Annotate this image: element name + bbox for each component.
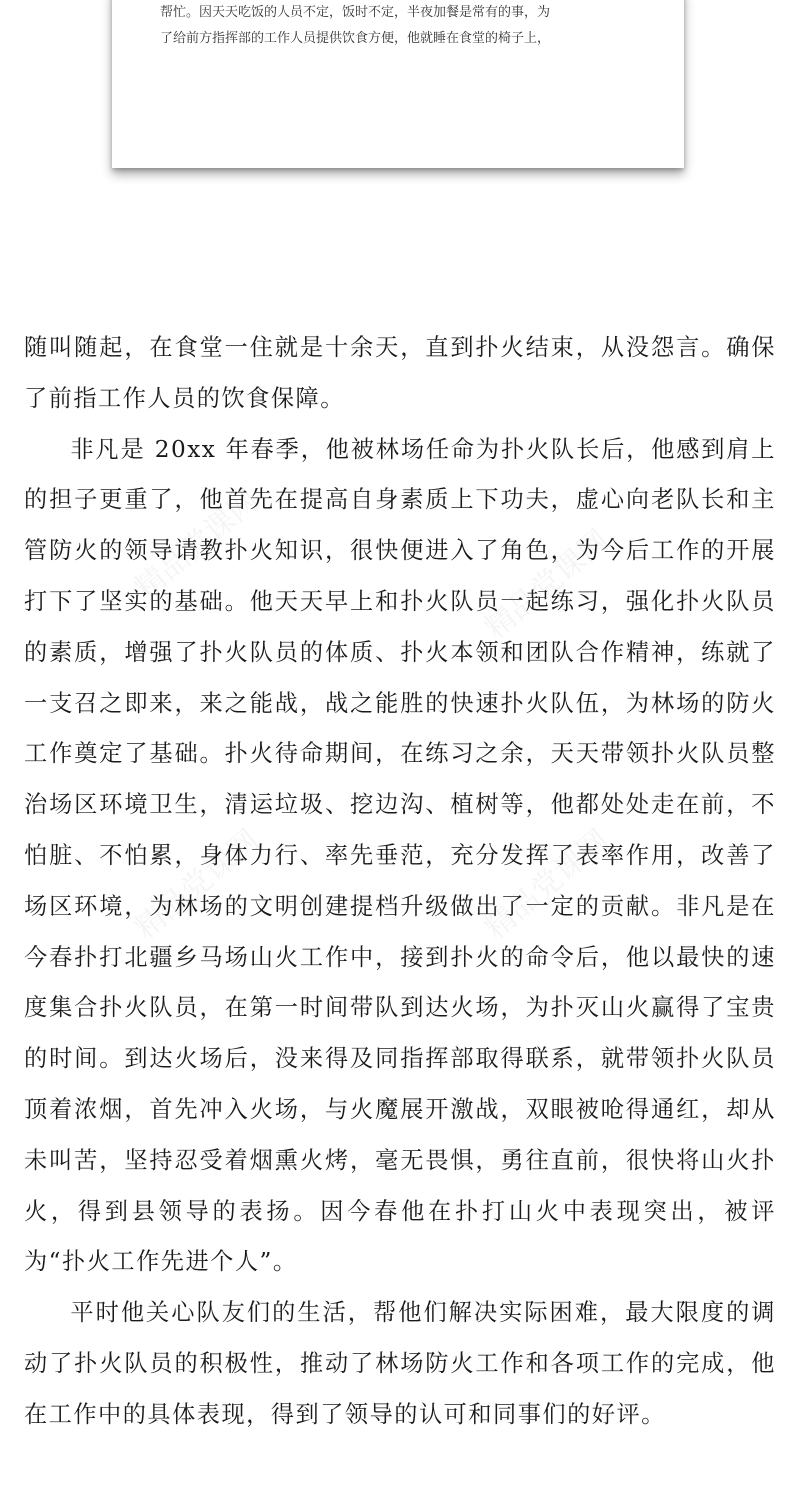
- paragraph: 平时他关心队友们的生活，帮他们解决实际困难，最大限度的调动了扑火队员的积极性，推动了林场防火工作和各项工作的完成，他在工作中的具体表现，得到了领导的认可和同事们的好评。: [24, 1299, 776, 1428]
- preview-line: 了给前方指挥部的工作人员提供饮食方便，他就睡在食堂的椅子上，: [160, 31, 551, 46]
- preview-line: 帮忙。因天天吃饭的人员不定，饭时不定，半夜加餐是常有的事，为: [160, 5, 551, 20]
- paragraph: 非凡是 20xx 年春季，他被林场任命为扑火队长后，他感到肩上的担子更重了，他首先在提高自身素质上下功夫，虚心向老队长和主管防火的领导请教扑火知识，很快便进入了角色，为今后工作的开展打下了坚实的基础。他天天早上和扑火队员一起练习，强化扑火队员的素质，增强了扑火队员的体质、扑火本领和团队合作精神，练就了一支召之即来，来之能战，战之能胜的快速扑火队伍，为林场的防火工作奠定了基础。扑火待命期间，在练习之余，天天带领扑火队员整治场区环境卫生，清运垃圾、挖边沟、植树等，他都处处走在前，不怕脏、不怕累，身体力行、率先垂范，充分发挥了表率作用，改善了场区环境，为林场的文明创建提档升级做出了一定的贡献。非凡是在今春扑打北疆乡马场山火工作中，接到扑火的命令后，他以最快的速度集合扑火队员，在第一时间带队到达火场，为扑灭山火赢得了宝贵的时间。到达火场后，没来得及同指挥部取得联系，就带领扑火队员顶着浓烟，首先冲入火场，与火魔展开激战，双眼被呛得通红，却从未叫苦，坚持忍受着烟熏火烤，毫无畏惧，勇往直前，很快将山火扑火，得到县领导的表扬。因今春他在扑打山火中表现突出，被评为“扑火工作先进个人”。: [24, 435, 776, 1276]
- paragraph: 随叫随起，在食堂一住就是十余天，直到扑火结束，从没怨言。确保了前指工作人员的饮食保障。: [24, 334, 776, 412]
- document-page-preview: [112, 0, 684, 168]
- document-body: [24, 323, 776, 1441]
- watermark: 精品党课网: [478, 823, 616, 947]
- watermark: 精品党课网: [128, 823, 266, 947]
- preview-text: [160, 0, 642, 52]
- watermark: 精品党课网: [128, 483, 266, 607]
- watermark: 精品党课网: [478, 523, 616, 647]
